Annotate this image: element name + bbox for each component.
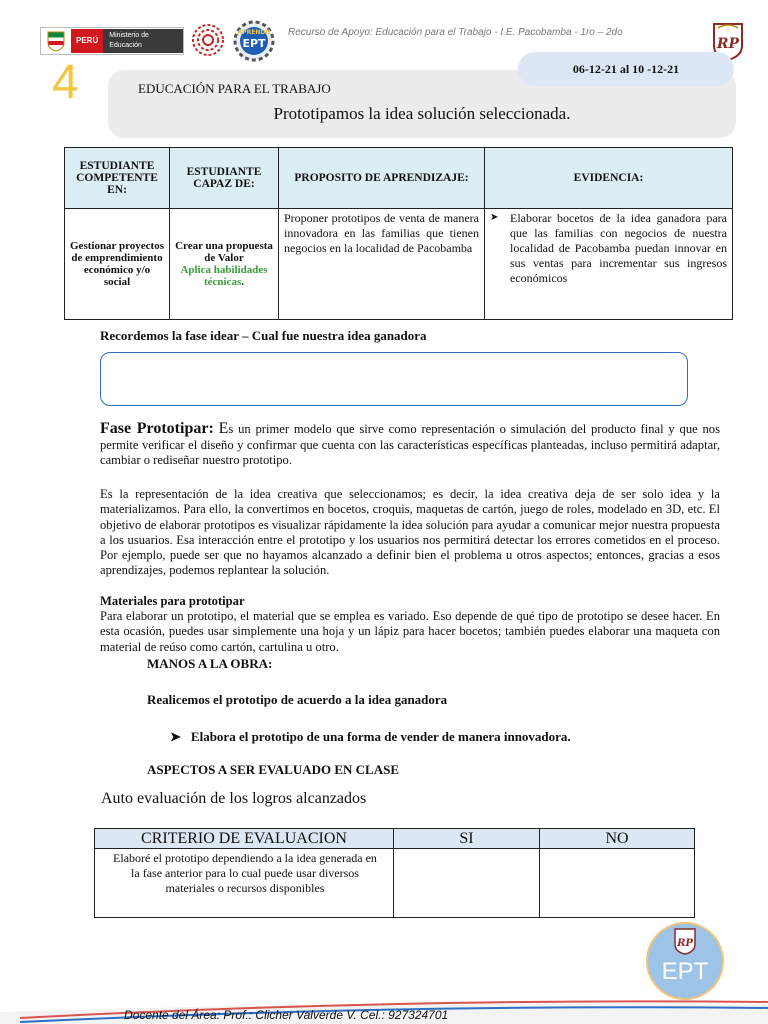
date-range-badge: 06-12-21 al 10 -12-21 [518,52,734,86]
peru-shield-icon [44,29,68,53]
evaluated-aspects-heading: ASPECTOS A SER EVALUADO EN CLASE [147,762,400,777]
self-evaluation-table [94,828,695,918]
svg-text:RP: RP [716,36,740,52]
phase-heading: Fase Prototipar: [100,420,214,437]
competency-table-row [65,209,733,320]
evidence-cell [485,209,733,320]
recall-label: Recordemos la fase idear – Cual fue nuestra idea ganadora [100,328,427,343]
header-no: NO [540,829,695,849]
materials-heading: Materiales para prototipar [100,594,245,608]
footer-ept-label: EPT [661,958,709,985]
phase-paragraph-1-text: s un primer modelo que sirve como representación o simulación del producto final y que nos permite verificar el diseño y confirmar que cuenta con las características específicas planteadas, incluso permitirá adaptar, cambiar o rediseñar nuestro prototipo. [100,422,721,468]
activity-instruction: Realicemos el prototipo de acuerdo a la idea ganadora [147,692,448,707]
activity-heading: MANOS A LA OBRA: [147,656,273,671]
purpose-cell: Proponer prototipos de venta de manera innovadora en las familias que tienen negocios en la localidad de Pacobamba [279,209,485,320]
arrow-bullet-icon: ➤ [170,729,181,744]
header-criterion: CRITERIO DE EVALUACION [95,829,394,849]
phase-paragraph-2: Es la representación de la idea creativa que seleccionamos; es decir, la idea creativa deja de ser solo idea y la materializamos. Para ello, la convertimos en bocetos, croquis, maquetas de cartón, juego de roles, modelado en 3D, etc. El objetivo de elaborar prototipos es visualizar rápidamente la idea solución para ayudar a comunicar mejor nuestra propuesta a los usuarios. Esa interacción entre el prototipo y los usuarios nos permitirá detectar los errores cometidos en el proceso. Por ejemplo, puede ser que no hayamos alcanzado a definir bien el problema u otros aspectos; entonces, gracias a esos aprendizajes, podemos replantear la solución. [100,487,720,578]
capacity-text: Crear una propuesta de Valor [175,240,273,264]
header-evidence: EVIDENCIA: [485,148,733,209]
winning-idea-answer-box[interactable] [100,352,688,406]
materials-text: Para elaborar un prototipo, el material que se emplea es variado. Eso depende de qué tipo de prototipo se desee hacer. En esta ocasión, puedes usar simplemente una hoja y un lápiz para hacer bocetos; también puedes elaborar una maqueta con material de reúso como cartón, cartulina u otro. [100,609,720,654]
svg-text:EPT: EPT [242,37,266,50]
eval-table-row [95,849,695,918]
competency-cell: Gestionar proyectos de emprendimiento económico y/o social [65,209,170,320]
svg-text:APRENDO: APRENDO [237,29,271,36]
eval-table-header-row [95,829,695,849]
ministry-label: Ministerio de Educación [103,29,183,53]
session-title: Prototipamos la idea solución seleccionada. [273,104,571,123]
header-competent-in: ESTUDIANTE COMPETENTE EN: [65,148,170,209]
svg-text:RP: RP [677,938,693,949]
footer-school-crest-icon [672,926,698,956]
competency-table [64,147,733,320]
arrow-bullet-icon: ➤ [490,212,499,223]
competency-table-header-row [65,148,733,209]
week-number: 4 [52,56,79,109]
header-capable-of: ESTUDIANTE CAPAZ DE: [170,148,279,209]
resource-header-text: Recurso de Apoyo: Educación para el Trabajo - I.E. Pacobamba - 1ro – 2do [288,27,623,38]
phase-first-letter: E [218,420,229,437]
activity-task [170,729,571,745]
teacher-info: Docente del Área: Prof.: Clicher Valverde V. Cel.: 927324701 [124,1008,449,1022]
no-answer-cell[interactable] [540,849,695,918]
yes-answer-cell[interactable] [394,849,540,918]
evidence-text: Elaborar bocetos de la idea ganadora para que las familias con negocios de nuestra localidad de Pacobamba puedan innovar en sus ventas para incrementar sus ingresos económicos [510,211,727,285]
capacity-cell: Crear una propuesta de Valor Aplica habilidades técnicas. [170,209,279,320]
phase-paragraph-1 [100,420,720,469]
criterion-cell: Elaboré el prototipo dependiendo a la idea generada en la fase anterior para lo cual puede usar diversos materiales o recursos disponibles [95,849,394,918]
minedu-logo [40,27,184,55]
aprendo-ept-logo-icon [232,19,276,63]
capacity-extra-text: Aplica habilidades técnicas [180,264,268,288]
institution-swirl-icon [188,22,228,58]
activity-task-text: Elabora el prototipo de una forma de vender de manera innovadora. [190,729,571,744]
course-title: EDUCACIÓN PARA EL TRABAJO [138,81,331,96]
header-learning-purpose: PROPOSITO DE APRENDIZAJE: [279,148,485,209]
self-evaluation-title: Auto evaluación de los logros alcanzados [101,790,367,807]
peru-label: PERÚ [71,29,103,53]
header-yes: SI [394,829,540,849]
